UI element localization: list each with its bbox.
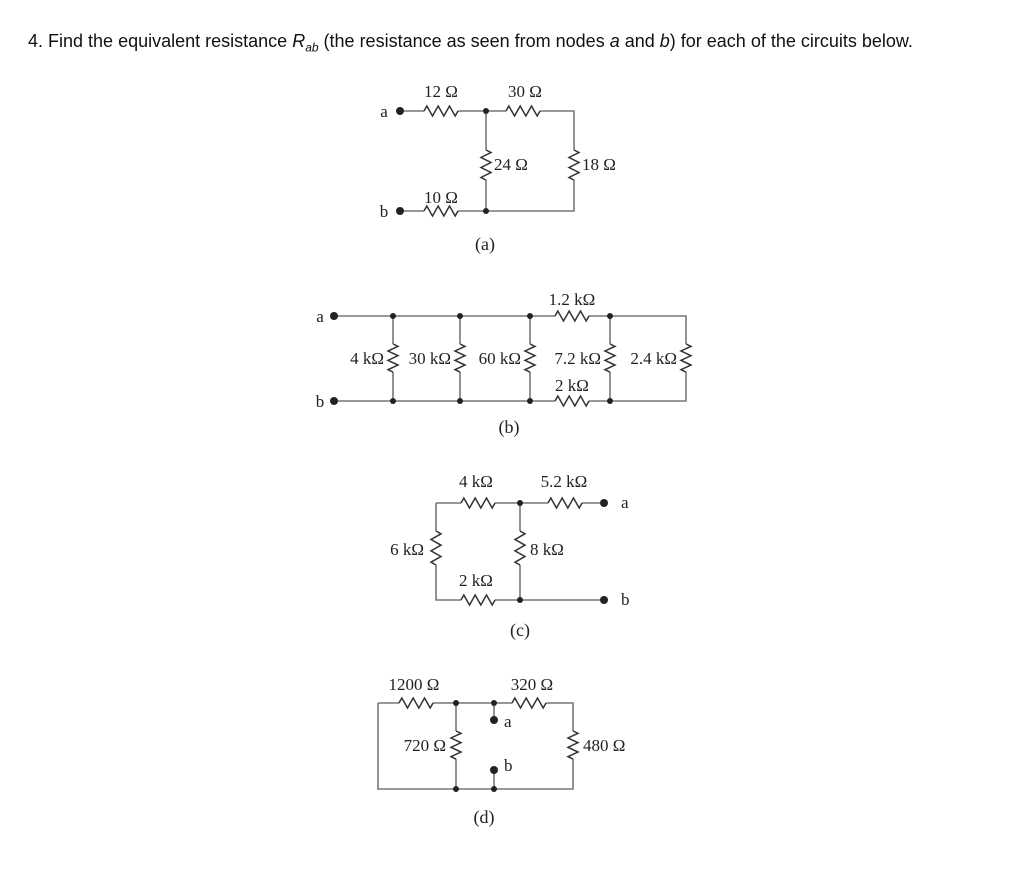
node-dot (517, 500, 523, 506)
resistor-2-4k (681, 344, 691, 372)
label-320-ohm: 320 Ω (510, 675, 554, 694)
terminal-b-dot (330, 397, 338, 405)
terminal-b-label: b (504, 756, 513, 775)
node-dot (607, 313, 613, 319)
resistor-2k (555, 396, 589, 406)
node-dot (491, 786, 497, 792)
terminal-a-dot (330, 312, 338, 320)
label-6k: 6 kΩ (390, 540, 424, 559)
resistor-60k (525, 344, 535, 372)
caption-b: (b) (498, 417, 520, 437)
resistor-1200 (399, 698, 433, 708)
terminal-b-dot (396, 207, 404, 215)
label-24-ohm: 24 Ω (494, 155, 528, 174)
label-480-ohm: 480 Ω (583, 736, 626, 755)
node-dot (527, 398, 533, 404)
resistor-10 (424, 206, 458, 216)
question-text-before: Find the equivalent resistance (48, 31, 293, 51)
resistor-1-2k (555, 311, 589, 321)
terminal-a-label: a (504, 712, 512, 731)
question-text-middle: (the resistance as seen from nodes (318, 31, 610, 51)
circuit-d (378, 675, 625, 828)
resistor-12 (424, 106, 458, 116)
label-30-ohm: 30 Ω (508, 82, 542, 101)
label-4k: 4 kΩ (350, 349, 384, 368)
label-2-4k: 2.4 kΩ (630, 349, 677, 368)
node-dot (390, 313, 396, 319)
resistor-30k (455, 344, 465, 372)
caption-d: (d) (473, 807, 495, 827)
label-7-2k: 7.2 kΩ (554, 349, 601, 368)
label-12-ohm: 12 Ω (424, 82, 458, 101)
node-dot (453, 786, 459, 792)
resistor-30 (506, 106, 540, 116)
resistor-8k (515, 531, 525, 565)
r-symbol: R (292, 31, 306, 51)
question-node-a: a (609, 31, 620, 51)
terminal-a-label: a (380, 102, 388, 121)
r-subscript: ab (305, 40, 319, 55)
terminal-b-label: b (621, 590, 630, 609)
question-text-and: and (619, 31, 660, 51)
terminal-b-label: b (379, 202, 389, 221)
label-720-ohm: 720 Ω (403, 736, 446, 755)
caption-a: (a) (475, 234, 495, 254)
question-number: 4. (28, 31, 44, 51)
label-1200-ohm: 1200 Ω (388, 675, 440, 694)
label-2k: 2 kΩ (459, 571, 493, 590)
terminal-a-label: a (316, 307, 324, 326)
label-2k: 2 kΩ (555, 376, 589, 395)
node-dot (453, 700, 459, 706)
node-dot (491, 700, 497, 706)
question-node-b: b (659, 31, 670, 51)
label-60k: 60 kΩ (478, 349, 521, 368)
resistor-18 (569, 150, 579, 180)
node-dot (607, 398, 613, 404)
node-dot (483, 108, 489, 114)
resistor-320 (512, 698, 546, 708)
terminal-a-label: a (621, 493, 629, 512)
terminal-a-dot (600, 499, 608, 507)
node-dot (527, 313, 533, 319)
resistor-4k (388, 344, 398, 372)
circuit-c (390, 472, 629, 641)
resistor-480 (568, 731, 578, 759)
terminal-b-dot (490, 766, 498, 774)
node-dot (483, 208, 489, 214)
label-5-2k: 5.2 kΩ (540, 472, 588, 491)
resistor-2k (461, 595, 495, 605)
terminal-b-dot (600, 596, 608, 604)
node-dot (517, 597, 523, 603)
terminal-a-dot (490, 716, 498, 724)
label-10-ohm: 10 Ω (424, 188, 458, 207)
circuit-b (316, 290, 691, 438)
resistor-7-2k (605, 344, 615, 372)
node-dot (457, 398, 463, 404)
circuit-a (380, 82, 616, 255)
terminal-a-dot (396, 107, 404, 115)
question-text-after: ) for each of the circuits below. (669, 31, 913, 51)
node-dot (457, 313, 463, 319)
resistor-5-2k (548, 498, 582, 508)
resistor-24 (481, 150, 491, 180)
label-1-2k: 1.2 kΩ (548, 290, 596, 309)
resistor-6k (431, 531, 441, 565)
label-30k: 30 kΩ (408, 349, 451, 368)
label-18-ohm: 18 Ω (582, 155, 616, 174)
resistor-720 (451, 731, 461, 759)
label-8k: 8 kΩ (530, 540, 564, 559)
node-dot (390, 398, 396, 404)
resistor-4k (461, 498, 495, 508)
caption-c: (c) (510, 620, 530, 640)
label-4k: 4 kΩ (459, 472, 493, 491)
terminal-b-label: b (315, 392, 325, 411)
